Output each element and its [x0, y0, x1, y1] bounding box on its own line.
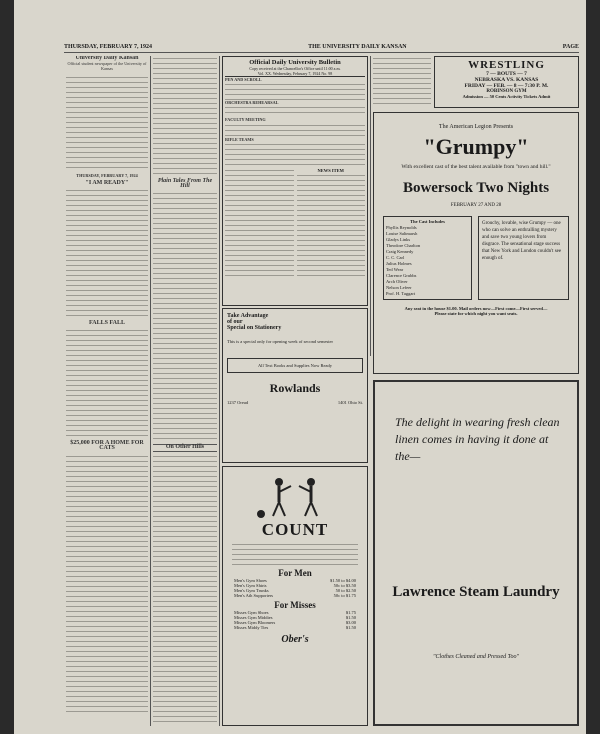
count-title: COUNT [261, 520, 329, 539]
grumpy-cast-box [383, 216, 472, 300]
cast-list [386, 225, 469, 297]
stationery-note: This is a special only for opening week of second semester [227, 339, 333, 344]
stationery-ad [222, 308, 368, 463]
page-header [64, 44, 579, 52]
column-rule-2 [219, 56, 220, 726]
wrestling-matchup: NEBRASKA VS. KANSAS [474, 77, 539, 83]
grumpy-presenter: The American Legion Presents [438, 124, 514, 130]
cast-heading: The Cast Includes [410, 219, 445, 224]
wrestling-where: ROBINSON GYM [486, 89, 527, 94]
editorial-heading-2: FALLS FALL [89, 320, 125, 327]
cast-member: Arch Oliver [386, 279, 408, 284]
bulletin-news-left [225, 168, 294, 278]
cast-member: Craig Kennedy [386, 249, 414, 254]
item-price: $1.50 [345, 615, 356, 620]
item-name: Men's Gym Trunks [234, 588, 269, 593]
item-price: $1.50 [345, 625, 356, 630]
address-1: 1237 Oread [227, 400, 249, 405]
wrestling-ad [434, 56, 579, 108]
features-text-1 [153, 56, 217, 176]
price-row [234, 625, 356, 630]
item-price: $1.75 [345, 610, 356, 615]
address-2: 1401 Ohio St. [337, 400, 363, 405]
grumpy-tagline: With excellent cast of the best talent available from "town and hill." [401, 164, 551, 170]
item-name: Men's Gym Shoes [234, 578, 267, 583]
cast-member: Julius Holmes [386, 261, 412, 266]
cast-member: Gladys Links [386, 237, 411, 242]
count-ad [222, 466, 368, 726]
cast-member: Nelson Lefeer [386, 285, 412, 290]
newspaper-page [14, 0, 586, 734]
bulletin-box [222, 56, 368, 306]
item-price: $1.50 to $4.00 [329, 578, 356, 583]
cast-member: Phyllis Reynolds [386, 225, 417, 230]
bulletin-item-1: ORCHESTRA REHEARSAL [225, 100, 279, 106]
wrestling-when: FRIDAY — FEB. — 8 — 7:30 P. M. [464, 83, 549, 89]
for-men-heading: For Men [278, 568, 312, 578]
for-misses-heading: For Misses [274, 600, 316, 610]
news-item-heading: NEWS ITEM [317, 167, 344, 173]
bulletin-item-0: PEN AND SCROLL [225, 77, 262, 82]
stationery-line2: of our [227, 319, 243, 325]
stationery-line3: Special on Stationery [227, 325, 282, 331]
laundry-tagline: "Clothes Cleaned and Pressed Too" [433, 654, 519, 660]
rowlands-name: Rowlands [269, 381, 321, 395]
plain-tales-text [153, 191, 217, 441]
bulletin-sub: Copy received at the Chancellor's Office until 11:00 a.m. [249, 66, 341, 71]
grumpy-dates: FEBRUARY 27 AND 28 [450, 203, 502, 208]
column-rule-3 [370, 56, 371, 356]
editorial-text-1 [66, 188, 148, 318]
bulletin-item-2: FACULTY MEETING [225, 117, 266, 123]
editorial-text-3 [66, 454, 148, 714]
grumpy-blurb: Grouchy, lovable, wise Grumpy — one who can solve an enthralling mystery and save two young lovers from disgrace. The sensational stage success that New York and London couldn't see enough of. [478, 216, 569, 300]
wrestling-title: WRESTLING [468, 59, 545, 71]
cast-member: Prof. H. Taggart [386, 291, 416, 296]
cast-member: Ted Wear [386, 267, 404, 272]
grumpy-nights: Bowersock Two Nights [402, 180, 550, 196]
laundry-name: Lawrence Steam Laundry [392, 584, 560, 600]
features-column [153, 56, 217, 726]
bulletin-text-2 [225, 123, 365, 137]
item-name: Men's Ath Supporters [234, 593, 274, 598]
bulletin-issue: Vol. XX. Wednesday, February 7, 1924 No. 98 [225, 71, 365, 77]
stationery-line1: Take Advantage [227, 313, 269, 319]
men-price-list [226, 578, 364, 598]
item-name: Men's Gym Shirts [234, 583, 267, 588]
cast-member: Theodore Charlton [386, 243, 421, 248]
masthead-dateline: THURSDAY, FEBRUARY 7, 1924 [76, 172, 138, 178]
right-column-text [373, 56, 431, 106]
cast-member: Clarence Grubbs [386, 273, 417, 278]
wrestling-admission: Admission — 50 Cents Activity Tickets Admit [462, 94, 551, 99]
editorial-text-2 [66, 328, 148, 438]
masthead-staff-text [66, 75, 148, 170]
item-name: Misses Middy Ties [234, 625, 269, 630]
grumpy-seats: Any seat in the house $1.00. Mail orders now—First come—First served— [404, 306, 548, 311]
laundry-slogan: The delight in wearing fresh clean linen comes in having it done at the— [395, 415, 560, 463]
cast-member: C. C. Carl [386, 255, 405, 260]
news-item-text [297, 173, 366, 277]
masthead-name: University Daily Kansan [75, 56, 139, 61]
item-name: Misses Gym Shoes [234, 610, 269, 615]
laundry-ad [373, 380, 579, 726]
bulletin-item-3: RIFLE TEAMS [225, 136, 254, 142]
item-price: 50c to $1.75 [333, 593, 356, 598]
item-price: 50c to $3.50 [333, 583, 356, 588]
item-name: Misses Gym Middies [234, 615, 273, 620]
other-hills-heading: On Other Hills [153, 444, 217, 451]
bulletin-title: Official Daily University Bulletin [249, 59, 341, 66]
header-date: THURSDAY, FEBRUARY 7, 1924 [64, 44, 152, 50]
athletes-illustration [245, 470, 345, 520]
bulletin-text-0 [225, 82, 365, 100]
right-column-lines [373, 56, 431, 106]
misses-price-list [226, 610, 364, 630]
masthead-sub: Official student newspaper of the University of Kansas [67, 61, 147, 72]
grumpy-ad [373, 112, 579, 374]
header-rule [64, 52, 579, 53]
plain-tales-heading: Plain Tales From The Hill [157, 178, 213, 190]
grumpy-title: "Grumpy" [423, 134, 529, 159]
bulletin-text-3 [225, 142, 365, 168]
column-rule-1 [150, 56, 151, 726]
item-price: $3.00 [345, 620, 356, 625]
other-hills-text [153, 454, 217, 724]
grumpy-seats-note: Please state for which night you want seats. [434, 311, 518, 316]
bulletin-text-1 [225, 105, 365, 117]
editorial-heading-1: "I AM READY" [85, 179, 129, 186]
editorial-heading-3: $25,000 FOR A HOME FOR CATS [70, 440, 144, 452]
cast-member: Louise Saltmarsh [386, 231, 418, 236]
header-title: THE UNIVERSITY DAILY KANSAN [308, 44, 407, 50]
obers-logo: Ober's [281, 634, 309, 645]
header-page: PAGE [562, 44, 579, 50]
books-note: All Text Books and Supplies Now Ready [227, 358, 363, 373]
editorial-column [66, 56, 148, 726]
wrestling-bouts: 7 — BOUTS — 7 [486, 71, 527, 77]
item-name: Misses Gym Bloomers [234, 620, 276, 625]
count-intro-text [232, 542, 358, 566]
item-price: 50 to $2.50 [335, 588, 356, 593]
price-row [234, 593, 356, 598]
